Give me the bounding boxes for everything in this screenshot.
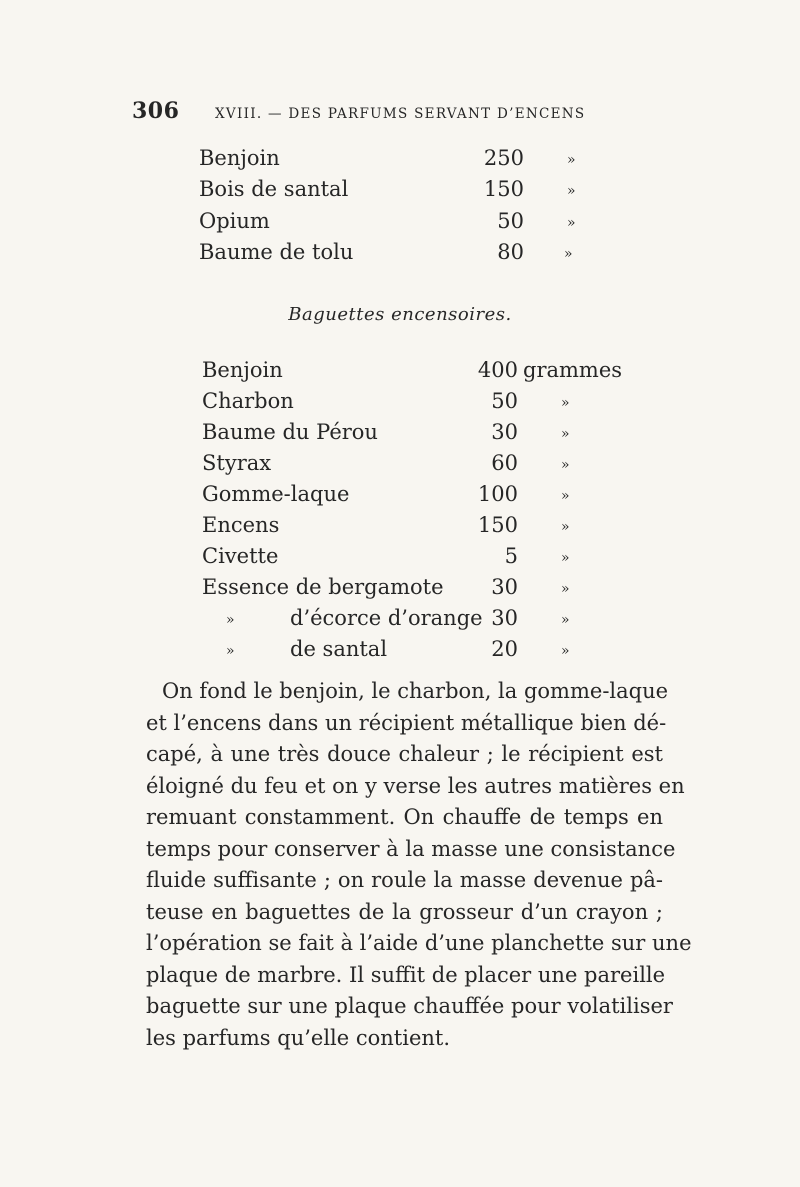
ingredient-quantity: 150	[477, 513, 518, 537]
ditto-mark: »	[561, 519, 570, 535]
ditto-mark: »	[567, 152, 576, 168]
ditto-mark: »	[561, 457, 570, 473]
ditto-mark: »	[561, 550, 570, 566]
ingredient-name: Charbon	[202, 389, 294, 413]
ingredient-quantity: 30	[491, 575, 518, 599]
ditto-mark: »	[564, 246, 573, 262]
paragraph-line: et l’encens dans un récipient métallique bien dé-	[146, 710, 667, 735]
paragraph-line: baguette sur une plaque chauffée pour volatiliser	[146, 994, 673, 1018]
ditto-mark: »	[567, 183, 576, 199]
ingredient-name: Civette	[202, 544, 279, 568]
ingredient-quantity: 50	[491, 389, 518, 413]
paragraph-line: On fond le benjoin, le charbon, la gomme-laque	[162, 679, 669, 703]
ingredient-quantity: 80	[497, 240, 524, 264]
ingredient-quantity: 5	[504, 544, 518, 568]
ingredient-quantity: 250	[483, 146, 524, 170]
ingredient-name: Benjoin	[199, 146, 280, 170]
ingredient-quantity: 30	[491, 420, 518, 444]
ditto-mark: »	[226, 643, 235, 659]
ingredient-name: Baume du Pérou	[202, 420, 378, 444]
paragraph-line: capé, à une très douce chaleur ; le récipient est	[146, 742, 663, 766]
ingredient-quantity: 20	[491, 637, 518, 661]
page-number: 306	[132, 98, 180, 124]
ditto-mark: »	[226, 612, 235, 628]
ingredient-name: Baume de tolu	[199, 240, 354, 264]
ingredient-name: Benjoin	[202, 358, 283, 382]
ingredient-name: Gomme-laque	[202, 482, 350, 506]
ditto-mark: »	[567, 215, 576, 231]
paragraph-line: les parfums qu’elle contient.	[146, 1025, 451, 1050]
ingredient-quantity: 400	[477, 358, 518, 382]
ingredient-name: Styrax	[202, 451, 272, 475]
ingredient-quantity: 50	[497, 209, 524, 233]
paragraph-line: remuant constamment. On chauffe de temps en	[146, 805, 663, 829]
paragraph-line: plaque de marbre. Il suffit de placer une pareille	[146, 962, 666, 987]
running-head: XVIII. — DES PARFUMS SERVANT D’ENCENS	[215, 106, 586, 122]
paragraph-line: temps pour conserver à la masse une consistance	[146, 836, 676, 861]
ditto-mark: »	[561, 426, 570, 442]
ingredient-name: Bois de santal	[199, 177, 349, 201]
ditto-mark: »	[561, 643, 570, 659]
paragraph-line: teuse en baguettes de la grosseur d’un crayon ;	[146, 899, 663, 924]
section-subheading: Baguettes encensoires.	[288, 304, 512, 325]
ditto-mark: »	[561, 581, 570, 597]
paragraph-line: l’opération se fait à l’aide d’une planchette sur une	[146, 931, 692, 955]
paragraph-line: éloigné du feu et on y verse les autres matières en	[146, 773, 685, 798]
ingredient-name: Opium	[199, 209, 270, 233]
ingredient-name: Essence de bergamote	[202, 575, 444, 599]
paragraph-line: fluide suffisante ; on roule la masse devenue pâ-	[146, 868, 663, 892]
ingredient-quantity: 100	[477, 482, 518, 506]
ingredient-name: d’écorce d’orange	[290, 606, 483, 630]
ditto-mark: »	[561, 612, 570, 628]
ditto-mark: »	[561, 395, 570, 411]
ingredient-quantity: 150	[483, 177, 524, 201]
ingredient-quantity: 60	[491, 451, 518, 475]
ditto-mark: »	[561, 488, 570, 504]
ingredient-name: de santal	[290, 637, 388, 661]
ingredient-quantity: 30	[491, 606, 518, 630]
instructions-paragraph	[146, 676, 692, 1054]
unit-label: grammes	[523, 358, 623, 382]
ingredient-name: Encens	[202, 513, 280, 537]
